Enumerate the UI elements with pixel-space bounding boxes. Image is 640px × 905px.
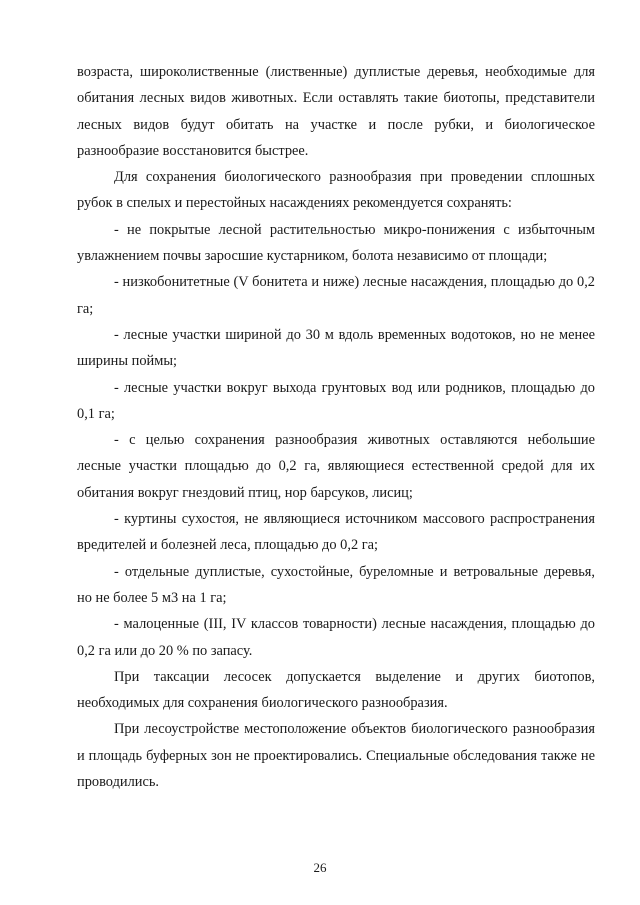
page-number: 26 — [313, 860, 327, 875]
list-item-animal-habitats: - с целью сохранения разнообразия животных оставляются небольшие лесные участки площадью до 0,2 га, являющиеся естественной средой для их обитания вокруг гнездовий птиц, нор барсуков, лисиц; — [77, 432, 595, 501]
list-item-low-value-stands: - малоценные (III, IV классов товарности) лесные насаждения, площадью до 0,2 га или до 20 % по запасу. — [77, 616, 595, 659]
document-body — [77, 59, 595, 795]
list-item-low-bonitet: - низкобонитетные (V бонитета и ниже) лесные насаждения, площадью до 0,2 га; — [77, 274, 595, 317]
list-item-watercourses: - лесные участки шириной до 30 м вдоль временных водотоков, но не менее ширины поймы; — [77, 326, 595, 370]
list-item-springs: - лесные участки вокруг выхода грунтовых вод или родников, площадью до 0,1 га; — [77, 379, 595, 422]
paragraph-intro: Для сохранения биологического разнообразия при проведении сплошных рубок в спелых и перестойных насаждениях рекомендуется сохранять: — [77, 169, 595, 212]
paragraph-taxation: При таксации лесосек допускается выделение и других биотопов, необходимых для сохранения биологического разнообразия. — [77, 668, 595, 712]
paragraph-continuation: возраста, широколиственные (лиственные) дуплистые деревья, необходимые для обитания лесных видов животных. Если оставлять такие биотопы, представители лесных видов будут обитать на участке и после рубки, и биологическое разнообразие восстановится быстрее. — [77, 64, 595, 159]
paragraph-forest-management: При лесоустройстве местоположение объектов биологического разнообразия и площадь буферных зон не проектировались. Специальные обследования также не проводились. — [77, 721, 595, 791]
list-item-single-trees: - отдельные дуплистые, сухостойные, буреломные и ветровальные деревья, но не более 5 м3 на 1 га; — [77, 563, 595, 606]
list-item-micro-depressions: - не покрытые лесной растительностью микро-понижения с избыточным увлажнением почвы заросшие кустарником, болота независимо от площади; — [77, 221, 595, 265]
list-item-deadwood-patches: - куртины сухостоя, не являющиеся источником массового распространения вредителей и болезней леса, площадью до 0,2 га; — [77, 511, 595, 554]
